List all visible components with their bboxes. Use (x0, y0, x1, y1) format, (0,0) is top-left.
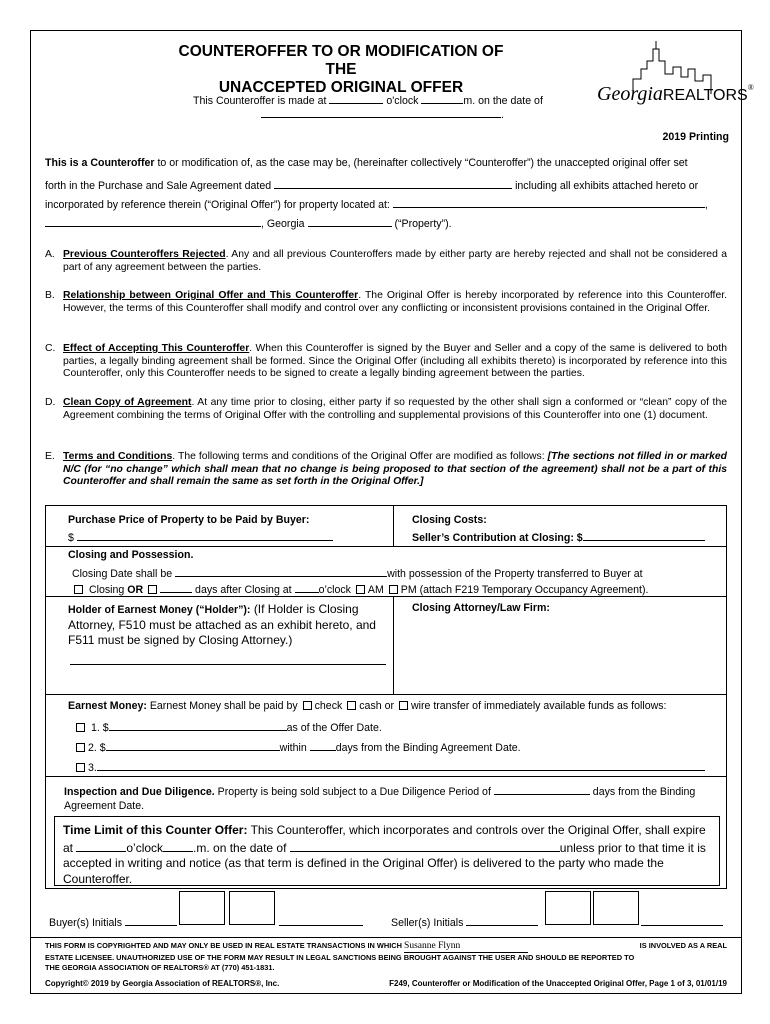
holder-field[interactable] (70, 664, 386, 665)
option3-checkbox[interactable] (76, 763, 85, 772)
closing-checkbox[interactable] (74, 585, 83, 594)
printing-label: 2019 Printing (662, 131, 729, 143)
made-at-date-line: . (261, 105, 504, 122)
section-c: C. Effect of Accepting This Counteroffer. When this Counteroffer is signed by the Buyer and Seller and a copy of the same is delivered to both parties, a legally binding agreement shall be formed. Since the Original Offer (including all exhibits thereto) is incorporated by reference into this Counteroffer, only this Counteroffer needs to be signed to create a legally binding agreement between the parties. (45, 343, 728, 380)
skyline-icon (593, 39, 743, 119)
closing-possession-label: Closing and Possession. (68, 549, 194, 561)
seller-initial-box-1[interactable] (545, 891, 591, 925)
option2-checkbox[interactable] (76, 743, 85, 752)
days-after-checkbox[interactable] (148, 585, 157, 594)
time-field[interactable] (329, 91, 383, 104)
am-checkbox[interactable] (356, 585, 365, 594)
property-address-field[interactable] (393, 195, 705, 208)
agreement-date-field[interactable] (274, 176, 512, 189)
option2-days-field[interactable] (310, 738, 336, 751)
section-d: D. Clean Copy of Agreement. At any time prior to closing, either party if so requested by the other shall sign a conformed or “clean” copy of the Agreement combining the terms of Original Offer with the controlling and supplemental provisions of this Counteroffer into one (1) document. (45, 397, 728, 421)
closing-attorney-label: Closing Attorney/Law Firm: (412, 602, 550, 614)
section-a: A. Previous Counteroffers Rejected. Any and all previous Counteroffers made by either party are hereby rejected and shall not be considered a part of any agreement between the parties. (45, 249, 727, 273)
buyer-initial-box-1[interactable] (179, 891, 225, 925)
terms-table: Purchase Price of Property to be Paid by Buyer: $ Closing Costs: Seller’s Contribution at Closing: $ Closing and Possession. Closing Date shall be with possession of the Property transferred to Buyer at Closing OR days after Closing at o’clock AM PM (attach F219 Temporary Occupancy Agreement). Holder of Earnest Money (“Holder”): (If Holder is Closing Attorney, F510 must be attached as an exhibit hereto, and F511 must be signed by Closing Attorney.) Closing Attorney/Law Firm: Earnest Money: Earnest Money shall be paid by check cash or wire transfer of immediately available funds as follows: 1. $ as of the Offer Date. 2. $ within days from the Binding Agreement Date. 3. Inspection and Due Diligence. Property is being sold subject to a Due Diligence Period of days from the Binding Agreement Date. Time Limit of this Counter Offer: This Counteroffer, which incorporates and controls over the Original Offer, shall expire at o’clock .m. on the date of unless prior to that time it is accepted in writing and notice (as that term is defined in the Original Offer) is delivered to the party who made the Counteroffer. (45, 505, 727, 889)
cash-checkbox[interactable] (347, 701, 356, 710)
pm-checkbox[interactable] (389, 585, 398, 594)
closing-date-field[interactable] (175, 564, 387, 577)
option1-checkbox[interactable] (76, 723, 85, 732)
expire-time-field[interactable] (76, 839, 126, 852)
seller-initials: Seller(s) Initials (391, 913, 538, 930)
wire-checkbox[interactable] (399, 701, 408, 710)
buyer-initial-box-2[interactable] (229, 891, 275, 925)
closing-costs-label: Closing Costs: (412, 514, 487, 526)
holder-section: Holder of Earnest Money (“Holder”): (If Holder is Closing Attorney, F510 must be attached as an exhibit hereto, and F511 must be signed by Closing Attorney.) (68, 602, 376, 647)
form-id: F249, Counteroffer or Modification of the Unaccepted Original Offer, Page 1 of 3, 01/01/19 (389, 979, 727, 988)
expire-am-pm-field[interactable] (163, 839, 193, 852)
purchase-price-field[interactable] (77, 528, 333, 541)
days-after-field[interactable] (160, 580, 192, 593)
purchase-price-label: Purchase Price of Property to be Paid by Buyer: (68, 514, 310, 526)
am-pm-field[interactable] (421, 91, 463, 104)
seller-contribution-field[interactable] (583, 528, 705, 541)
option1-amount-field[interactable] (109, 718, 287, 731)
licensee-name: Susanne Flynn (404, 941, 528, 953)
copyright-notice: THIS FORM IS COPYRIGHTED AND MAY ONLY BE USED IN REAL ESTATE TRANSACTIONS IN WHICH Susanne Flynn IS INVOLVED AS A REAL ESTATE LICENSEE. UNAUTHORIZED USE OF THE FORM MAY RESULT IN LEGAL SANCTIONS BEING BROUGHT AGAINST THE USER AND SHOULD BE REPORTED TO THE GEORGIA ASSOCIATION OF REALTORS® AT (770) 451-1831. (45, 941, 727, 972)
time-limit-box: Time Limit of this Counter Offer: This Counteroffer, which incorporates and controls over the Original Offer, shall expire at o’clock .m. on the date of unless prior to that time it is accepted in writing and notice (as that term is defined in the Original Offer) is delivered to the party who made the Counteroffer. (54, 816, 720, 886)
due-diligence-days-field[interactable] (494, 782, 590, 795)
section-b: B. Relationship between Original Offer and This Counteroffer. The Original Offer is hereby incorporated by reference into this Counteroffer. However, the terms of this Counteroffer shall modify and control over any conflicting or inconsistent provisions contained in the Original Offer. (45, 290, 727, 314)
buyer-initials: Buyer(s) Initials (49, 913, 177, 930)
earnest-money-line: Earnest Money: Earnest Money shall be paid by check cash or wire transfer of immediately available funds as follows: (68, 700, 667, 712)
georgia-realtors-logo: GeorgiaREALTORS® (593, 39, 743, 119)
made-at-line: This Counteroffer is made at o'clock m. on the date of (193, 91, 593, 108)
form-title: COUNTEROFFER TO OR MODIFICATION OF THE UNACCEPTED ORIGINAL OFFER (178, 43, 504, 96)
seller-initial-box-2[interactable] (593, 891, 639, 925)
inspection-line: Inspection and Due Diligence. Property is being sold subject to a Due Diligence Period of days from the Binding (64, 782, 724, 799)
copyright-line: Copyright© 2019 by Georgia Association of REALTORS®, Inc. (45, 979, 280, 988)
city-field[interactable] (45, 214, 261, 227)
made-at-date-field[interactable] (261, 105, 501, 118)
expire-date-field[interactable] (290, 839, 560, 852)
section-e: E. Terms and Conditions. The following terms and conditions of the Original Offer are modified as follows: [The sections not filled in or marked N/C (for “no change” which shall mean that no change is being proposed to that section of the agreement) shall not be a part of this Counteroffer and shall remain the same as set forth in the Original Offer.] (45, 451, 727, 488)
intro-paragraph: This is a Counteroffer to or modification of, as the case may be, (hereinafter collectively “Counteroffer”) the unaccepted original offer set forth in the Purchase and Sale Agreement dated including all exhibits attached hereto or incorporated by reference therein (“Original Offer”) for property located at: , , Georgia (“Property”). (45, 157, 708, 230)
check-checkbox[interactable] (303, 701, 312, 710)
option3-field[interactable] (97, 758, 705, 771)
possession-time-field[interactable] (295, 580, 319, 593)
form-page (30, 30, 754, 994)
county-field[interactable] (308, 214, 392, 227)
option2-amount-field[interactable] (106, 738, 280, 751)
